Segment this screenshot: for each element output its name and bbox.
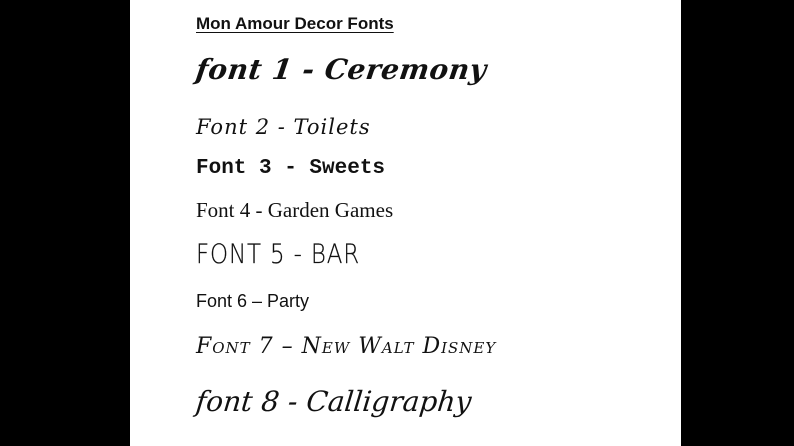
font-sample-8: font 8 - Calligraphy [194,385,474,418]
font-sample-sheet [130,0,681,446]
sheet-title: Mon Amour Decor Fonts [196,14,394,33]
font-sample-2: Font 2 - Toilets [196,115,371,139]
font-sample-7: Font 7 – New Walt Disney [196,334,497,359]
font-sample-5 [196,241,360,268]
font-sample-1: font 1 - Ceremony [193,53,489,86]
font-sample-3: Font 3 - Sweets [196,157,386,180]
font-sample-6: Font 6 – Party [196,291,310,311]
font-sample-4: Font 4 - Garden Games [196,198,394,222]
font-sample-5-text: FONT 5 - BAR [196,239,361,270]
